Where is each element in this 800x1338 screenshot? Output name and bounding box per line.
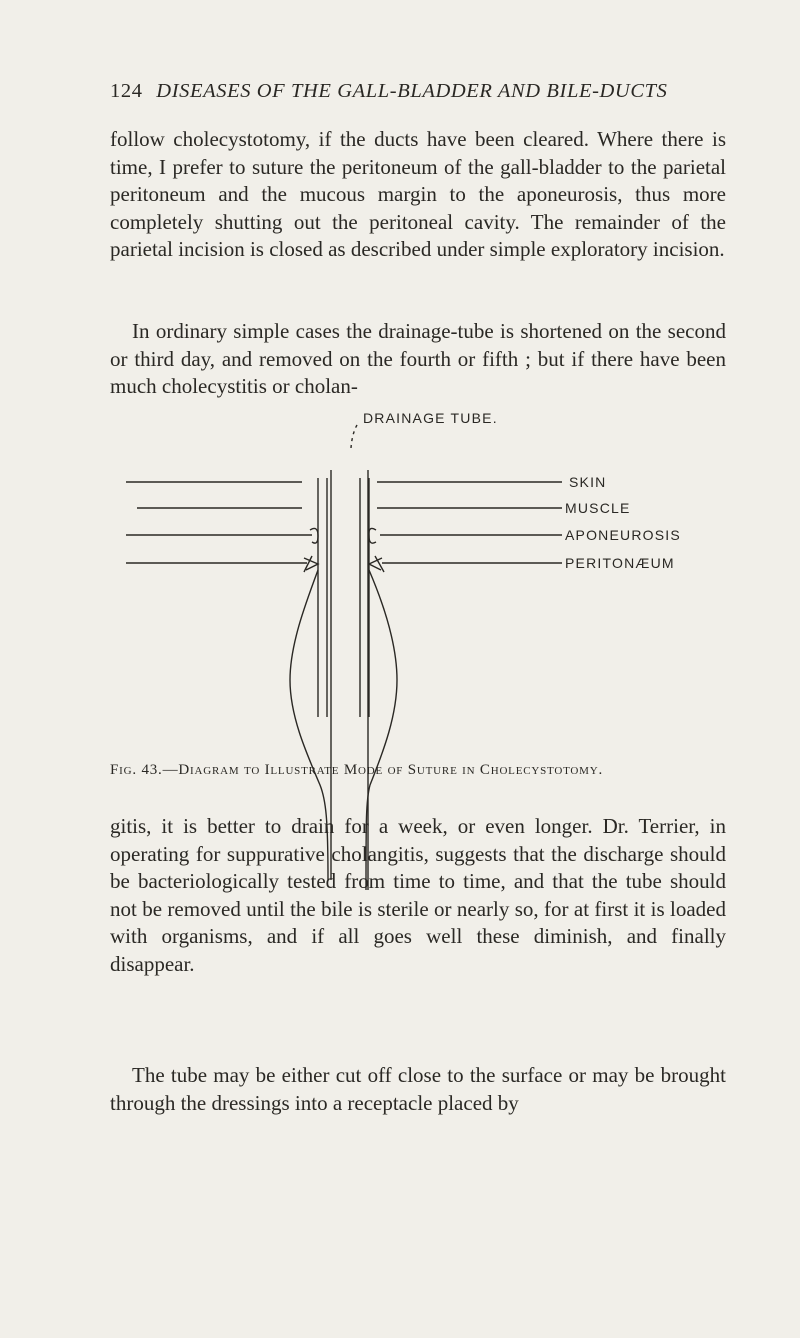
- label-skin: SKIN: [569, 474, 607, 490]
- figure-caption: Fig. 43.—Diagram to Illustrate Mode of Suture in Cholecystotomy.: [110, 762, 604, 778]
- page-number: 124: [110, 80, 143, 102]
- running-header: [110, 80, 726, 103]
- suture-loop-left-lower: [304, 556, 318, 572]
- suture-loop-right-lower: [369, 556, 384, 572]
- label-muscle: MUSCLE: [565, 500, 631, 516]
- suture-loop-right-upper: [369, 528, 376, 543]
- label-drainage-tube: DRAINAGE TUBE.: [363, 410, 498, 426]
- paragraph-2: In ordinary simple cases the drainage-tube is shortened on the second or third day, and removed on the fourth or fifth ; but if there have been much cholecystitis or cholan-: [110, 319, 726, 398]
- suture-loop-left-upper: [310, 528, 318, 543]
- label-aponeurosis: APONEUROSIS: [565, 527, 681, 543]
- running-title: DISEASES OF THE GALL-BLADDER AND BILE-DUCTS: [156, 80, 668, 102]
- paragraph-1: follow cholecystotomy, if the ducts have been cleared. Where there is time, I prefer to suture the peritoneum of the gall-bladder to the parietal peritoneum and the mucous margin to the aponeurosis, thus more completely shutting out the peritoneal cavity. The remainder of the parietal incision is closed as described under simple exploratory incision.: [110, 127, 726, 261]
- label-peritoneum: PERITONÆUM: [565, 555, 675, 571]
- paragraph-3: gitis, it is better to drain for a week, or even longer. Dr. Terrier, in operating for suppurative cholangitis, suggests that the discharge should be bacteriologically tested from time to time, and that the tube should not be removed until the bile is sterile or nearly so, for at first it is loaded with organisms, and if all goes well these diminish, and finally disappear.: [110, 814, 726, 976]
- drainage-tube-leader: [351, 425, 357, 448]
- paragraph-4: The tube may be either cut off close to the surface or may be brought through the dressings into a receptacle placed by: [110, 1063, 726, 1115]
